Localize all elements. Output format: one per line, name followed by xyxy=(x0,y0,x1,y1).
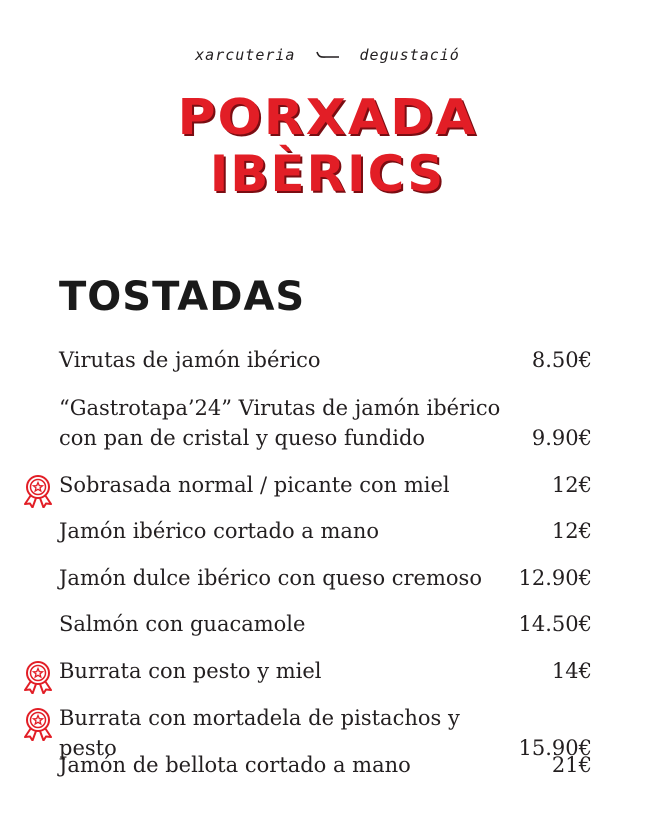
menu-item xyxy=(59,656,592,686)
menu-item-price: 8.50€ xyxy=(531,348,592,372)
menu-item-name: Sobrasada normal / picante con miel xyxy=(59,473,450,497)
menu-item xyxy=(59,609,592,639)
menu-item xyxy=(59,750,592,780)
menu-item-name: Virutas de jamón ibérico xyxy=(59,348,321,372)
menu-item-price: 14€ xyxy=(551,659,592,683)
menu-item-price: 15.90€ xyxy=(518,736,592,760)
award-ribbon-icon xyxy=(22,660,54,694)
logo-line-2: IBÈRICS xyxy=(209,145,446,203)
menu-item-price: 9.90€ xyxy=(531,426,592,450)
menu-item xyxy=(59,345,592,375)
menu-item-price: 12€ xyxy=(551,473,592,497)
menu-item xyxy=(59,393,592,453)
menu-item-name: Burrata con pesto y miel xyxy=(59,659,322,683)
menu-item-name: Jamón dulce ibérico con queso cremoso xyxy=(59,566,482,590)
tagline-left: xarcuteria xyxy=(195,46,296,64)
menu-item-price: 21€ xyxy=(551,753,592,777)
menu-item xyxy=(59,470,592,500)
menu-item-name: Salmón con guacamole xyxy=(59,612,306,636)
logo-line-1: PORXADA xyxy=(177,89,478,147)
menu-item-name: Burrata con mortadela de pistachos y pesto xyxy=(59,706,460,760)
menu-item-price: 14.50€ xyxy=(518,612,592,636)
menu-item xyxy=(59,516,592,546)
tagline-right: degustació xyxy=(359,46,460,64)
menu-item-price: 12€ xyxy=(551,519,592,543)
menu-item-name: Jamón de bellota cortado a mano xyxy=(59,753,411,777)
menu-item-name: “Gastrotapa’24” Virutas de jamón ibérico con pan de cristal y queso fundido xyxy=(59,396,501,450)
section-title: TOSTADAS xyxy=(59,274,306,320)
menu-item-name: Jamón ibérico cortado a mano xyxy=(59,519,380,543)
award-ribbon-icon xyxy=(22,474,54,508)
award-ribbon-icon xyxy=(22,707,54,741)
menu-item-price: 12.90€ xyxy=(518,566,592,590)
menu-item xyxy=(59,563,592,593)
